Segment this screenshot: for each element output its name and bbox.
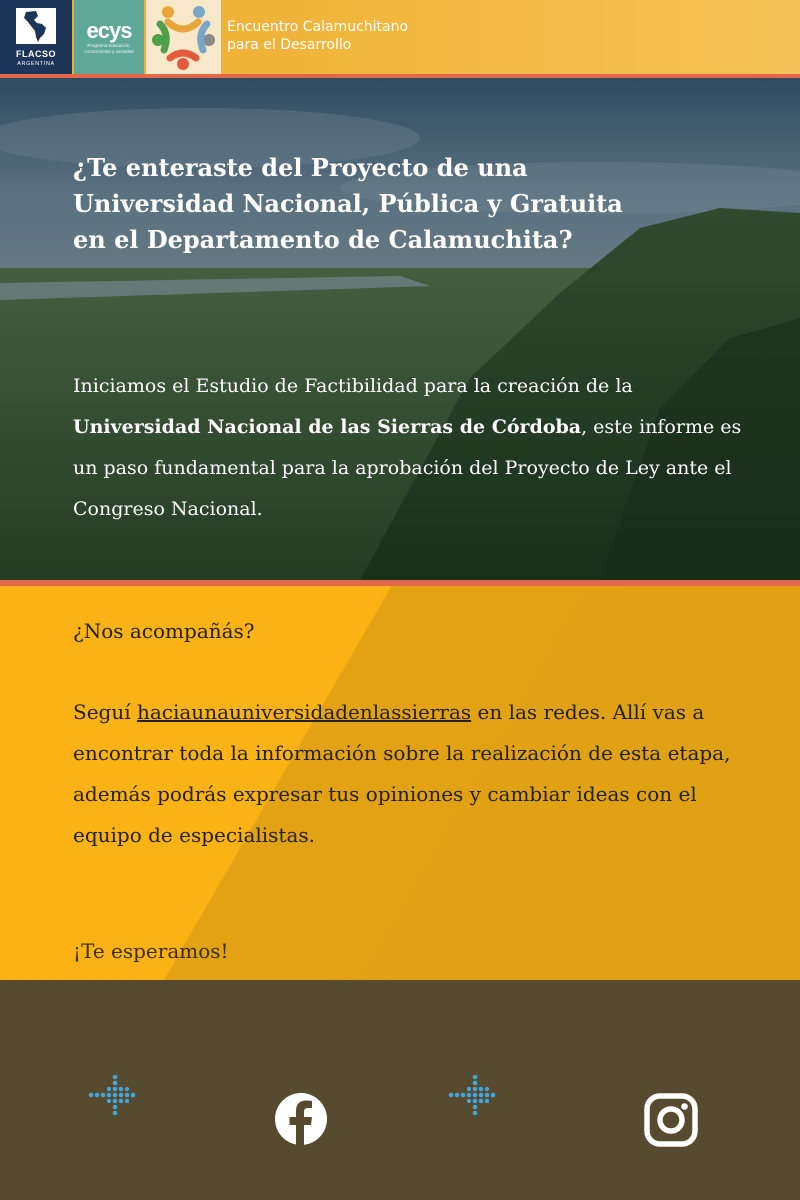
footer: [0, 980, 800, 1200]
cta-follow-part1: Seguí: [73, 700, 137, 724]
cta-follow-text: [73, 692, 753, 856]
cta-question: ¿Nos acompañás?: [73, 619, 255, 643]
header-title-line2: para el Desarrollo: [227, 37, 352, 53]
university-name: Universidad Nacional de las Sierras de Córdoba: [73, 416, 582, 438]
cta-closing: ¡Te esperamos!: [73, 939, 229, 963]
flacso-logo[interactable]: [0, 0, 72, 74]
facebook-icon[interactable]: [274, 1092, 328, 1146]
header-bar: [0, 0, 800, 74]
flacso-sub: ARGENTINA: [17, 61, 55, 67]
ecys-logo[interactable]: [74, 0, 144, 74]
cta-section: [0, 586, 800, 980]
cta-follow-part2: en las redes. Allí vas a encontrar toda la información sobre la realización de esta etapa, además podrás expresar tus opiniones y cambiar ideas con el equipo de especialistas.: [73, 700, 731, 847]
ecys-mark: ecys: [86, 18, 132, 43]
hero-section: [0, 78, 800, 580]
americas-map-icon: [16, 8, 56, 44]
hero-body-part1: Iniciamos el Estudio de Factibilidad para la creación de la: [73, 375, 633, 397]
hero-title: ¿Te enteraste del Proyecto de una Universidad Nacional, Pública y Gratuita en el Departamento de Calamuchita?: [73, 153, 623, 254]
flacso-name: FLACSO: [16, 49, 56, 59]
header-title: [227, 18, 408, 54]
people-circle-icon: [146, 0, 221, 74]
arrow-dots-icon: [448, 1075, 498, 1115]
hero-body: [73, 366, 753, 530]
social-handle-link[interactable]: haciaunauniversidadenlassierras: [136, 700, 472, 724]
instagram-icon[interactable]: [644, 1093, 698, 1147]
arrow-dots-icon: [88, 1075, 138, 1115]
header-title-line1: Encuentro Calamuchitano: [227, 19, 409, 35]
encuentro-logo[interactable]: [146, 0, 221, 74]
hero-body-part2: , este informe es un paso fundamental para la aprobación del Proyecto de Ley ante el Congreso Nacional.: [73, 416, 742, 520]
ecys-sub: Programa Educación, conocimiento y sociedad: [84, 43, 134, 54]
